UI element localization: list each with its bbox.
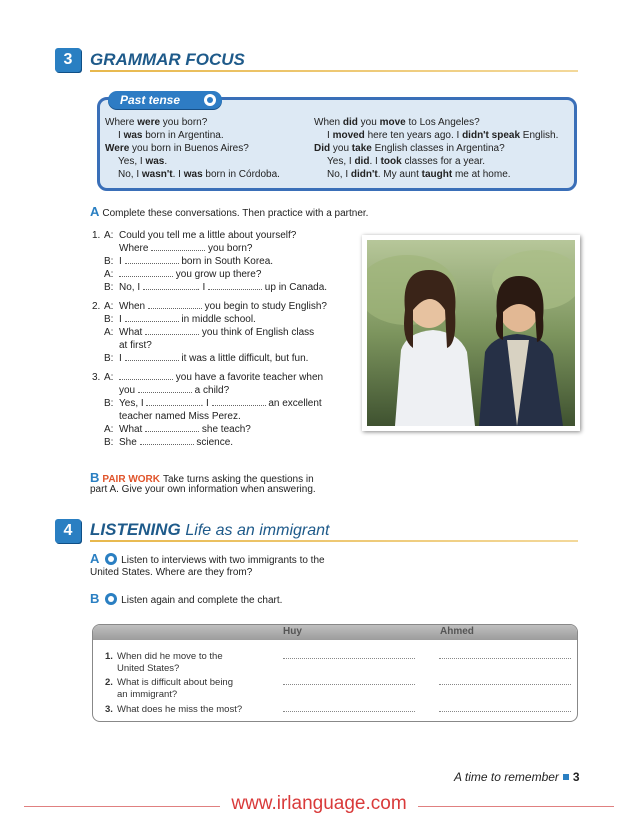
- line-text: I in middle school.: [119, 314, 256, 325]
- line-text: What you think of English class: [119, 327, 315, 338]
- item-number: [92, 410, 104, 423]
- bleed-through-text: [280, 52, 610, 66]
- line-text: you grow up there?: [119, 268, 261, 281]
- item-number: [92, 268, 104, 281]
- conversation-line: [92, 339, 352, 352]
- listening-title-rule: [90, 540, 578, 542]
- listening-subtitle: Life as an immigrant: [185, 522, 330, 539]
- line-text: teacher named Miss Perez.: [119, 411, 241, 422]
- speaker-label: A:: [104, 372, 114, 383]
- speaker-label: [104, 384, 119, 397]
- chart-question: 2. What is difficult about being an immigrant?: [105, 677, 234, 700]
- answer-blank[interactable]: [125, 255, 179, 264]
- answer-blank[interactable]: [151, 242, 205, 251]
- answer-blank[interactable]: [119, 268, 173, 277]
- conversation-line: [92, 300, 352, 313]
- answer-blank[interactable]: [283, 658, 415, 659]
- conversation-line: [92, 384, 352, 397]
- speaker-label: A:: [104, 230, 114, 241]
- section-title: GRAMMAR FOCUS: [90, 50, 245, 69]
- grammar-example-line: I moved here ten years ago. I didn't speak English.: [327, 130, 559, 141]
- speaker-label: B:: [104, 353, 114, 364]
- answer-blank[interactable]: [146, 397, 200, 406]
- speaker-label: B:: [104, 398, 114, 409]
- answer-blank[interactable]: [138, 384, 192, 393]
- answer-blank[interactable]: [439, 684, 571, 685]
- conversations: [92, 229, 352, 449]
- speaker-label: B:: [104, 256, 114, 267]
- line-text: What she teach?: [119, 424, 251, 435]
- item-number: [92, 352, 104, 365]
- exercise-a-instruction: A Complete these conversations. Then practice with a partner.: [90, 204, 369, 219]
- chart-question: 1. When did he move to the United States?: [105, 651, 223, 674]
- answer-blank[interactable]: [212, 397, 266, 406]
- speaker-label: A:: [104, 327, 114, 338]
- conversation-line: [92, 436, 352, 449]
- exercise-letter: A: [90, 204, 100, 219]
- conversation-line: [92, 281, 352, 294]
- conversation-line: [92, 242, 352, 255]
- item-number: [92, 339, 104, 352]
- footer-square-icon: [563, 774, 569, 780]
- line-text: Where you born?: [119, 243, 253, 254]
- conversation-line: [92, 410, 352, 423]
- chart-question: 3. What does he miss the most?: [105, 704, 243, 715]
- listening-a-instruction: A Listen to interviews with two immigrants to the: [90, 551, 325, 566]
- item-number: [92, 242, 104, 255]
- photo-two-women: [362, 235, 580, 431]
- listening-title: LISTENING Life as an immigrant: [90, 520, 330, 539]
- grammar-example-line: Yes, I was.: [118, 156, 168, 167]
- grammar-examples-right: [314, 116, 558, 181]
- speaker-label: A:: [104, 424, 114, 435]
- answer-blank[interactable]: [283, 711, 415, 712]
- speaker-label: B:: [104, 314, 114, 325]
- item-number: [92, 397, 104, 410]
- grammar-tab[interactable]: [108, 91, 222, 109]
- audio-icon[interactable]: [105, 553, 117, 565]
- grammar-example-line: No, I wasn't. I was born in Córdoba.: [118, 169, 280, 180]
- page-footer: A time to remember 3: [454, 770, 580, 784]
- conversation-line: [92, 255, 352, 268]
- line-text: No, I . I up in Canada.: [119, 282, 328, 293]
- item-number: [92, 255, 104, 268]
- answer-blank[interactable]: [145, 423, 199, 432]
- grammar-example-line: Yes, I did. I took classes for a year.: [327, 156, 486, 167]
- line-text: you have a favorite teacher when: [119, 371, 323, 384]
- grammar-example-line: No, I didn't. My aunt taught me at home.: [327, 169, 511, 180]
- item-number: [92, 313, 104, 326]
- answer-blank[interactable]: [119, 371, 173, 380]
- page-number: 3: [572, 770, 580, 784]
- answer-blank[interactable]: [439, 658, 571, 659]
- speaker-label: [104, 242, 119, 255]
- answer-blank[interactable]: [283, 684, 415, 685]
- item-number: 3.: [92, 372, 101, 383]
- conversation-line: [92, 397, 352, 410]
- line-text: I born in South Korea.: [119, 256, 274, 267]
- listening-chart: [92, 624, 578, 722]
- photo-illustration: [367, 240, 575, 426]
- line-text: She science.: [119, 437, 234, 448]
- line-text: at first?: [119, 340, 152, 351]
- conversation-line: [92, 313, 352, 326]
- answer-blank[interactable]: [140, 436, 194, 445]
- speaker-label: [104, 339, 119, 352]
- answer-blank[interactable]: [148, 300, 202, 309]
- speaker-label: B:: [104, 437, 114, 448]
- conversation-line: [92, 326, 352, 339]
- column-header-ahmed: Ahmed: [440, 626, 474, 637]
- chart-header: [93, 625, 577, 640]
- conversation-line: [92, 229, 352, 242]
- listening-a-instruction-cont: United States. Where are they from?: [90, 567, 253, 578]
- conversation-line: [92, 423, 352, 436]
- grammar-example-line: Where were you born?: [105, 117, 208, 128]
- grammar-example-line: Were you born in Buenos Aires?: [105, 143, 249, 154]
- answer-blank[interactable]: [439, 711, 571, 712]
- speaker-label: A:: [104, 269, 114, 280]
- grammar-examples-left: [105, 116, 280, 181]
- speaker-label: A:: [104, 301, 114, 312]
- line-text: Could you tell me a little about yourself?: [119, 230, 297, 241]
- section-number-badge-4: 4: [55, 519, 81, 543]
- answer-blank[interactable]: [125, 352, 179, 361]
- grammar-example-line: I was born in Argentina.: [118, 130, 224, 141]
- conversation-line: [92, 352, 352, 365]
- pair-work-badge: PAIR WORK: [102, 474, 160, 485]
- item-number: [92, 384, 104, 397]
- item-number: [92, 326, 104, 339]
- section-number-badge: 3: [55, 48, 81, 72]
- item-number: 1.: [92, 230, 101, 241]
- speaker-label: [104, 410, 119, 423]
- item-number: [92, 423, 104, 436]
- line-text: Yes, I . I an excellent: [119, 398, 322, 409]
- conversation-line: [92, 268, 352, 281]
- exercise-b-instruction-cont: part A. Give your own information when answering.: [90, 484, 316, 495]
- item-number: [92, 281, 104, 294]
- speaker-label: B:: [104, 282, 114, 293]
- audio-icon[interactable]: [204, 94, 216, 106]
- item-number: [92, 436, 104, 449]
- line-text: you a child?: [119, 385, 230, 396]
- answer-blank[interactable]: [145, 326, 199, 335]
- column-header-huy: Huy: [283, 626, 302, 637]
- answer-blank[interactable]: [208, 281, 262, 290]
- line-text: When you begin to study English?: [119, 301, 327, 312]
- item-number: 2.: [92, 301, 101, 312]
- grammar-example-line: Did you take English classes in Argentina?: [314, 143, 505, 154]
- watermark: www.irlanguage.com: [231, 793, 407, 814]
- exercise-b-instruction: B PAIR WORK Take turns asking the questions in: [90, 470, 314, 485]
- grammar-example-line: When did you move to Los Angeles?: [314, 117, 480, 128]
- answer-blank[interactable]: [143, 281, 197, 290]
- listening-b-instruction: B Listen again and complete the chart.: [90, 591, 283, 606]
- audio-icon[interactable]: [105, 593, 117, 605]
- conversation-line: [92, 371, 352, 384]
- answer-blank[interactable]: [125, 313, 179, 322]
- line-text: I it was a little difficult, but fun.: [119, 353, 309, 364]
- section-title-rule: [90, 70, 578, 72]
- grammar-tab-label: Past tense: [120, 93, 181, 107]
